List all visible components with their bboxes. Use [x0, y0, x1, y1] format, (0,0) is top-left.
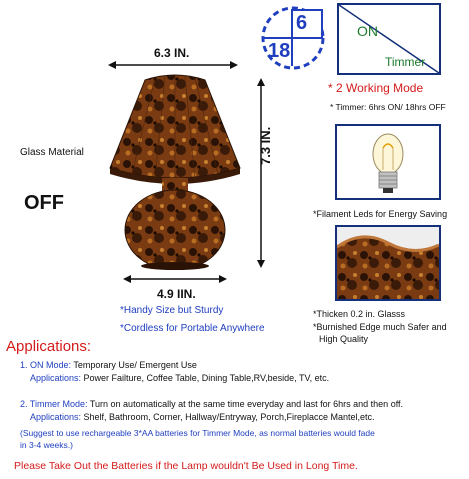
bulb-icon	[337, 126, 439, 198]
on-mode-line	[20, 360, 197, 370]
working-mode-text: * 2 Working Mode	[328, 81, 424, 95]
lamp-image	[100, 70, 250, 270]
base-width-label: 4.9 IIN.	[157, 287, 196, 301]
top-width-arrow-icon	[108, 60, 238, 70]
battery-warning: Please Take Out the Batteries if the Lamp wouldn't Be Used in Long Time.	[14, 460, 358, 472]
on-mode-label: 1. ON Mode:	[20, 360, 72, 370]
applications-title: Applications:	[6, 338, 92, 355]
on-mode-text: Temporary Use/ Emergent Use	[71, 360, 197, 370]
height-arrow-icon	[256, 78, 266, 268]
base-width-arrow-icon	[123, 274, 227, 284]
timer-mode-line	[20, 399, 403, 409]
height-label: 7.3 IN.	[258, 126, 273, 165]
mode-switch-box	[337, 3, 441, 75]
edge-caption-line1: *Burnished Edge much Safer and	[313, 322, 447, 332]
on-apps-label: Applications:	[30, 373, 82, 383]
timer-off-hours: 18	[268, 40, 291, 62]
timer-note-text: * Timmer: 6hrs ON/ 18hrs OFF	[330, 102, 446, 112]
timer-mode-text: Turn on automatically at the same time everyday and last for 6hrs and then off.	[87, 399, 404, 409]
edge-caption-line2: High Quality	[319, 334, 369, 344]
on-apps-line	[30, 373, 329, 383]
timer-apps-text: Shelf, Bathroom, Corner, Hallway/Entryway, Porch,Fireplacce Mantel,etc.	[81, 412, 375, 422]
switch-on-label: ON	[357, 23, 378, 39]
suggest-line-2: in 3-4 weeks.)	[20, 440, 73, 450]
cordless-text: *Cordless for Portable Anywhere	[120, 323, 265, 334]
glass-edge-image	[335, 225, 441, 301]
glass-edge-icon	[337, 227, 439, 299]
timer-apps-line	[30, 412, 374, 422]
filament-caption: *Filament Leds for Energy Saving	[313, 209, 448, 219]
material-label: Glass Material	[20, 147, 84, 158]
state-label: OFF	[24, 192, 64, 214]
timer-on-hours: 6	[296, 12, 308, 34]
top-width-label: 6.3 IN.	[154, 46, 190, 60]
timer-mode-label: 2. Timmer Mode:	[20, 399, 88, 409]
handy-size-text: *Handy Size but Sturdy	[120, 305, 224, 316]
on-apps-text: Power Failture, Coffee Table, Dining Table,RV,beside, TV, etc.	[81, 373, 330, 383]
filament-bulb-image	[335, 124, 441, 200]
switch-timer-label: Timmer	[385, 55, 426, 69]
timer-apps-label: Applications:	[30, 412, 82, 422]
thicken-caption: *Thicken 0.2 in. Glasss	[313, 309, 406, 319]
suggest-line-1: (Suggest to use rechargeable 3*AA batteries for Timmer Mode, as normal batteries would fade	[20, 428, 375, 438]
